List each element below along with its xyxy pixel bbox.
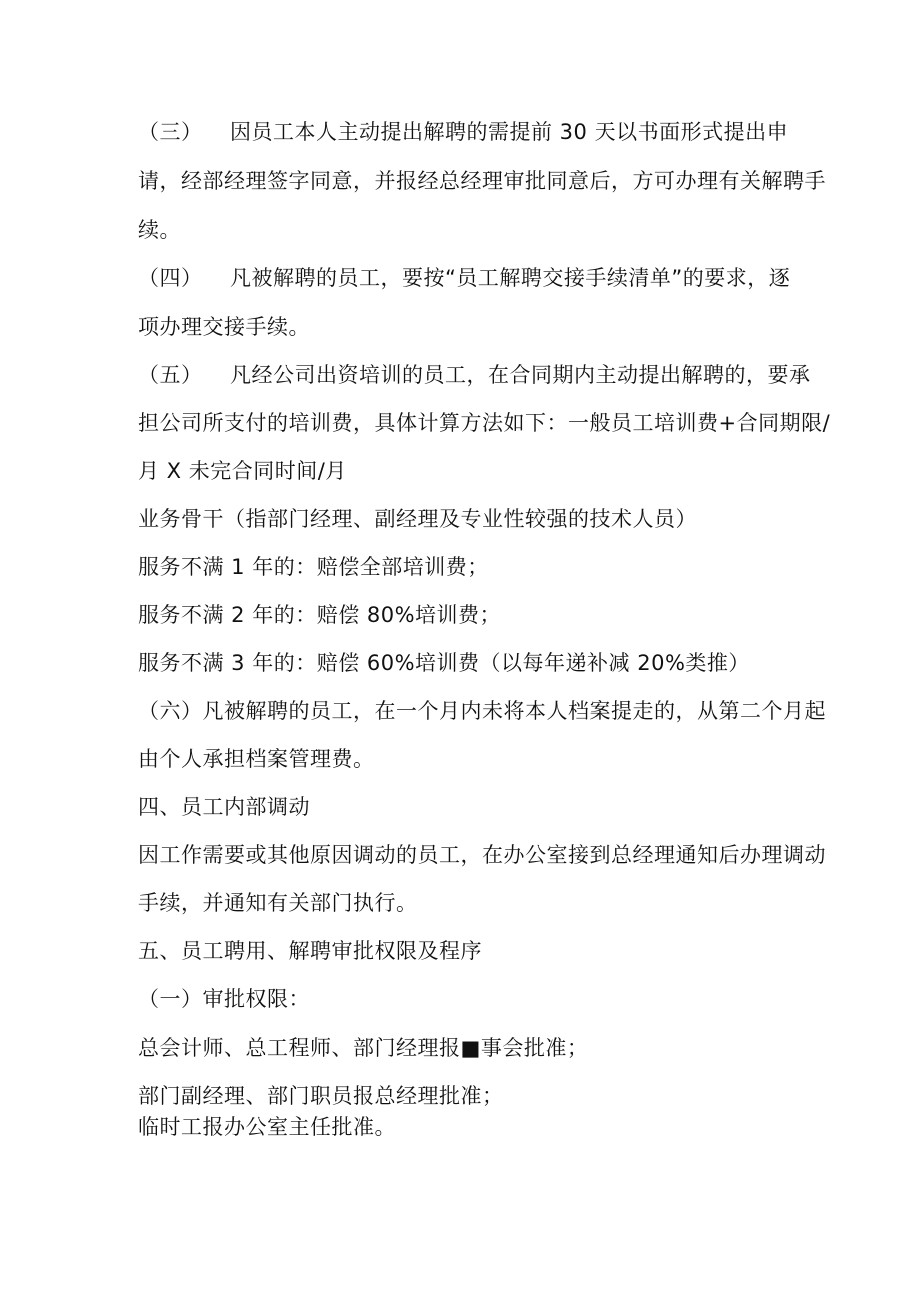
paragraph-3-line-3: 续。	[138, 218, 181, 242]
section-4-heading: 四、员工内部调动	[138, 795, 310, 819]
section-5-subheading: （一）审批权限：	[138, 987, 310, 1011]
paragraph-6-line-2: 由个人承担档案管理费。	[138, 747, 375, 771]
paragraph-4-text-1: 凡被解聘的员工，要按“员工解聘交接手续清单”的要求，逐	[230, 266, 791, 290]
section-4-line-2: 手续，并通知有关部门执行。	[138, 891, 418, 915]
paragraph-4-line-2: 项办理交接手续。	[138, 315, 310, 339]
approval-item-1: 总会计师、总工程师、部门经理报■事会批准；	[138, 1036, 589, 1060]
service-2-year-line: 服务不满 2 年的：赔偿 80%培训费；	[138, 603, 502, 627]
service-1-year-line: 服务不满 1 年的：赔偿全部培训费；	[138, 555, 489, 579]
paragraph-5-line-3: 月 X 未完合同时间/月	[138, 459, 347, 483]
section-5-heading: 五、员工聘用、解聘审批权限及程序	[138, 939, 482, 963]
paragraph-5-marker: （五）	[138, 363, 203, 387]
paragraph-4-line-1	[138, 264, 790, 292]
paragraph-3-text-1: 因员工本人主动提出解聘的需提前 30 天以书面形式提出申	[230, 120, 789, 144]
paragraph-3-marker: （三）	[138, 120, 203, 144]
approval-item-2: 部门副经理、部门职员报总经理批准；	[138, 1084, 504, 1108]
paragraph-5-line-2: 担公司所支付的培训费，具体计算方法如下：一般员工培训费+合同期限/	[138, 411, 831, 435]
paragraph-4-marker: （四）	[138, 266, 203, 290]
paragraph-6-line-1: （六）凡被解聘的员工，在一个月内未将本人档案提走的，从第二个月起	[138, 699, 826, 723]
paragraph-5-text-1: 凡经公司出资培训的员工，在合同期内主动提出解聘的，要承	[230, 363, 811, 387]
section-4-line-1: 因工作需要或其他原因调动的员工，在办公室接到总经理通知后办理调动	[138, 843, 826, 867]
approval-item-3: 临时工报办公室主任批准。	[138, 1115, 396, 1139]
service-3-year-line: 服务不满 3 年的：赔偿 60%培训费（以每年递补减 20%类推）	[138, 651, 750, 675]
paragraph-3-line-1	[138, 118, 788, 146]
paragraph-3-line-2: 请，经部经理签字同意，并报经总经理审批同意后，方可办理有关解聘手	[138, 169, 826, 193]
backbone-staff-line: 业务骨干（指部门经理、副经理及专业性较强的技术人员）	[138, 507, 697, 531]
paragraph-5-line-1	[138, 361, 811, 389]
